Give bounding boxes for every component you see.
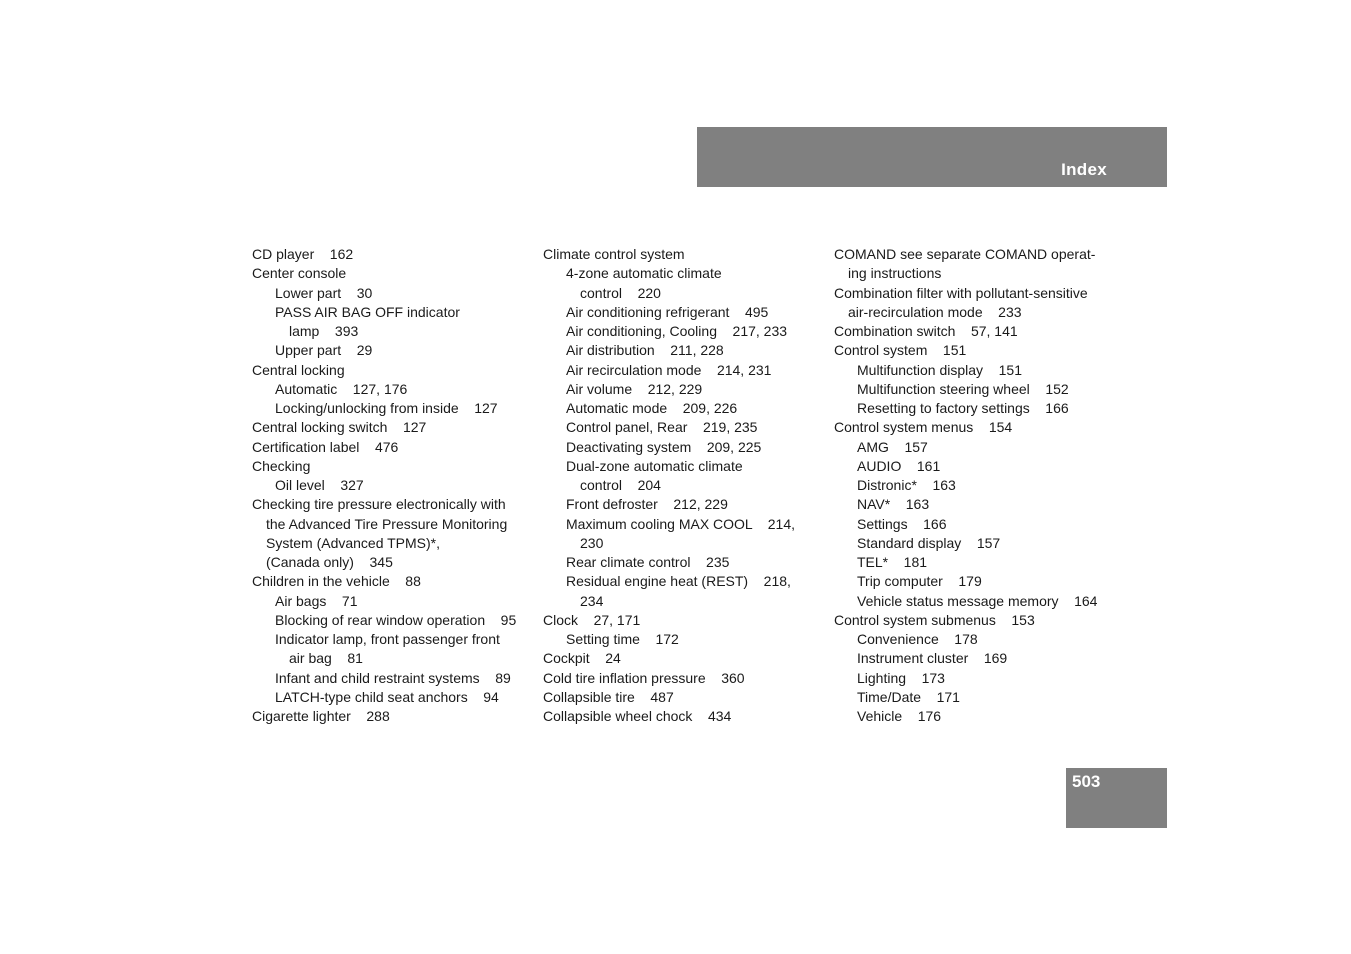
index-subentry: Instrument cluster 169 — [857, 650, 1008, 667]
index-subentry: control 220 — [580, 284, 661, 301]
index-subentry: Dual-zone automatic climate — [566, 457, 743, 474]
index-subentry: Air recirculation mode 214, 231 — [566, 361, 772, 378]
index-subentry: Oil level 327 — [275, 477, 364, 493]
index-subentry: Vehicle status message memory 164 — [857, 592, 1098, 609]
index-subentry: NAV* 163 — [857, 496, 930, 513]
index-subentry: Rear climate control 235 — [566, 554, 730, 570]
index-entry: Central locking — [252, 361, 345, 378]
index-entry: Checking — [252, 457, 311, 474]
index-subentry: Setting time 172 — [566, 631, 679, 647]
index-subentry: Air distribution 211, 228 — [566, 342, 724, 359]
index-entry: Control system 151 — [834, 342, 967, 359]
index-entry: Combination filter with pollutant-sensitive — [834, 284, 1088, 301]
index-subentry: Time/Date 171 — [857, 688, 960, 705]
index-entry: Checking tire pressure electronically with — [252, 496, 506, 513]
index-column-2 — [543, 245, 823, 726]
index-subentry: System (Advanced TPMS)*, — [266, 534, 441, 551]
index-column-3 — [834, 245, 1114, 726]
index-subentry: Air conditioning refrigerant 495 — [566, 303, 769, 320]
index-subentry: air-recirculation mode 233 — [848, 303, 1022, 320]
page-number: 503 — [1072, 772, 1101, 791]
index-subentry: Residual engine heat (REST) 218, — [566, 573, 791, 590]
index-subentry: Locking/unlocking from inside 127 — [275, 400, 498, 416]
index-subentry: Vehicle 176 — [857, 708, 942, 724]
index-subentry: Infant and child restraint systems 89 — [275, 669, 511, 686]
index-subentry: PASS AIR BAG OFF indicator — [275, 303, 460, 320]
index-subentry: Multifunction display 151 — [857, 361, 1022, 378]
index-subentry: Convenience 178 — [857, 631, 978, 647]
index-subentry: Multifunction steering wheel 152 — [857, 380, 1069, 397]
index-entry: Collapsible tire 487 — [543, 688, 674, 705]
index-subentry: air bag 81 — [289, 650, 363, 667]
index-column-1 — [252, 245, 532, 726]
index-subentry: Control panel, Rear 219, 235 — [566, 419, 758, 436]
index-entry: Cockpit 24 — [543, 650, 621, 667]
index-subentry: Trip computer 179 — [857, 573, 982, 590]
index-subentry: 230 — [580, 534, 604, 551]
index-subentry: Automatic 127, 176 — [275, 380, 408, 397]
index-entry: Clock 27, 171 — [543, 611, 641, 628]
index-subentry: Lower part 30 — [275, 284, 373, 301]
index-entry: Control system menus 154 — [834, 419, 1013, 436]
index-entry: Climate control system — [543, 246, 685, 262]
index-entry: Combination switch 57, 141 — [834, 323, 1018, 339]
index-entry: CD player 162 — [252, 246, 354, 262]
index-subentry: Maximum cooling MAX COOL 214, — [566, 515, 796, 532]
index-subentry: 4-zone automatic climate — [566, 265, 722, 282]
index-subentry: lamp 393 — [289, 323, 359, 339]
index-subentry: AUDIO 161 — [857, 457, 941, 474]
index-entry: Central locking switch 127 — [252, 419, 427, 436]
header-bar — [697, 127, 1167, 187]
index-subentry: Blocking of rear window operation 95 — [275, 611, 517, 628]
index-subentry: Air bags 71 — [275, 592, 358, 609]
index-entry: Cold tire inflation pressure 360 — [543, 669, 745, 686]
index-entry: Cigarette lighter 288 — [252, 708, 390, 724]
index-subentry: Upper part 29 — [275, 342, 373, 359]
index-subentry: Air volume 212, 229 — [566, 380, 703, 397]
index-subentry: Automatic mode 209, 226 — [566, 400, 738, 416]
index-entry: Center console — [252, 265, 347, 282]
index-subentry: 234 — [580, 592, 604, 609]
index-subentry: ing instructions — [848, 265, 942, 282]
index-subentry: TEL* 181 — [857, 554, 928, 570]
index-subentry: Air conditioning, Cooling 217, 233 — [566, 323, 788, 339]
index-entry: Children in the vehicle 88 — [252, 573, 421, 590]
index-subentry: Front defroster 212, 229 — [566, 496, 728, 513]
index-subentry: Indicator lamp, front passenger front — [275, 631, 500, 647]
index-subentry: LATCH-type child seat anchors 94 — [275, 688, 499, 705]
index-subentry: Lighting 173 — [857, 669, 945, 686]
page-number-box — [1066, 768, 1167, 828]
section-title: Index — [1061, 160, 1107, 179]
index-entry: Control system submenus 153 — [834, 611, 1035, 628]
index-subentry: (Canada only) 345 — [266, 554, 393, 570]
index-subentry: Standard display 157 — [857, 534, 1001, 551]
index-subentry: Deactivating system 209, 225 — [566, 438, 762, 455]
index-subentry: the Advanced Tire Pressure Monitoring — [266, 515, 508, 532]
index-subentry: control 204 — [580, 477, 661, 493]
index-subentry: Resetting to factory settings 166 — [857, 400, 1069, 416]
index-subentry: Distronic* 163 — [857, 477, 956, 493]
index-entry: Certification label 476 — [252, 438, 399, 455]
index-entry: COMAND see separate COMAND operat- — [834, 246, 1096, 262]
index-subentry: Settings 166 — [857, 515, 947, 532]
index-entry: Collapsible wheel chock 434 — [543, 708, 732, 724]
index-subentry: AMG 157 — [857, 438, 928, 455]
